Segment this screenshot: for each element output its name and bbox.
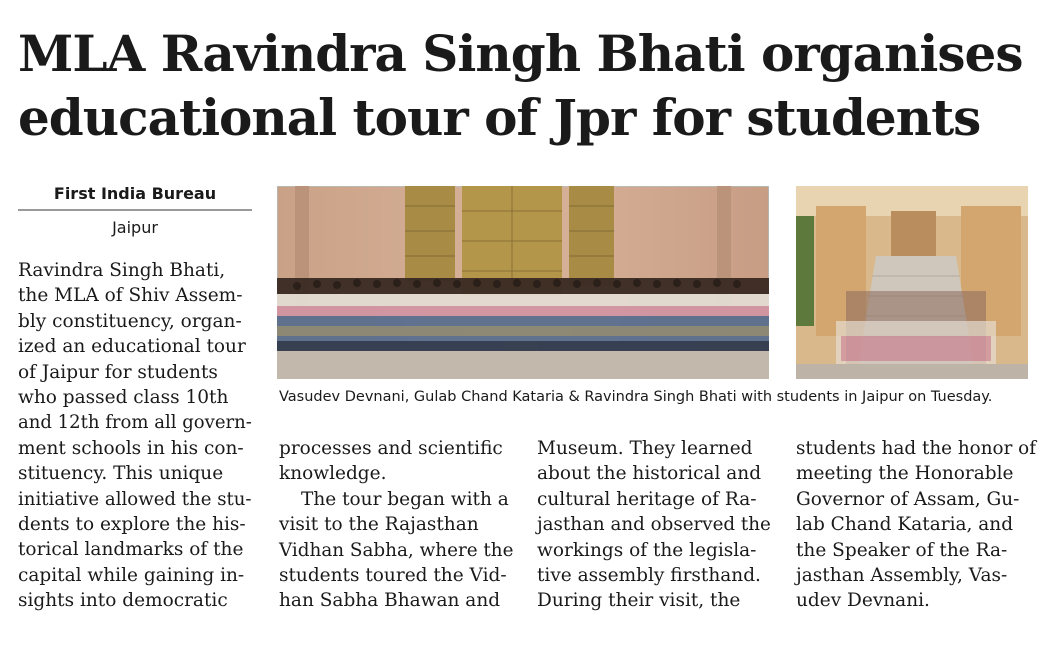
text-line: Ravindra Singh Bhati, (18, 260, 226, 281)
text-line: the Speaker of the Ra- (796, 539, 1008, 561)
text-line: Vidhan Sabha, where the (279, 539, 514, 561)
text-line: Governor of Assam, Gu- (796, 488, 1020, 510)
text-line: cultural heritage of Ra- (537, 488, 757, 510)
text-line: jasthan and observed the (537, 514, 771, 536)
text-line: initiative allowed the stu- (18, 488, 252, 510)
headline (18, 22, 1038, 150)
text-line: ment schools in his con- (18, 437, 244, 459)
article-column-3 (537, 436, 771, 614)
text-line: During their visit, the (537, 590, 741, 612)
photo-caption: Vasudev Devnani, Gulab Chand Kataria & Ravindra Singh Bhati with students in Jaipur on Tuesday. (279, 389, 993, 405)
text-line: meeting the Honorable (796, 463, 1014, 485)
text-line: bly constituency, organ- (18, 310, 242, 332)
photo-students-on-stairs (796, 186, 1028, 379)
text-line: lab Chand Kataria, and (796, 514, 1014, 536)
text-line: udev Devnani. (796, 590, 930, 612)
byline-place: Jaipur (112, 218, 158, 237)
text-line: Museum. They learned (537, 438, 753, 459)
byline-bureau: First India Bureau (18, 183, 252, 211)
text-line: the MLA of Shiv Assem- (18, 285, 243, 307)
text-line: processes and scientific (279, 438, 503, 459)
text-line: knowledge. (279, 463, 387, 485)
text-line: jasthan Assembly, Vas- (796, 565, 1008, 587)
text-line: tive assembly firsthand. (537, 565, 761, 587)
text-line: about the historical and (537, 463, 762, 485)
text-line: workings of the legisla- (537, 539, 757, 561)
text-line: and 12th from all govern- (18, 412, 252, 434)
text-line: of Jaipur for students (18, 361, 218, 383)
text-line: ized an educational tour (18, 336, 246, 358)
text-line: students toured the Vid- (279, 565, 507, 587)
text-line: capital while gaining in- (18, 564, 245, 586)
text-line: han Sabha Bhawan and (279, 590, 501, 612)
text-line: dents to explore the his- (18, 514, 246, 536)
photo-group-vidhan-sabha (277, 186, 769, 379)
text-line: who passed class 10th (18, 387, 229, 409)
text-line: stituency. This unique (18, 463, 224, 485)
text-line: students had the honor of (796, 438, 1037, 459)
article-column-1 (18, 258, 252, 614)
text-line: sights into democratic (18, 590, 228, 612)
headline-line-1: MLA Ravindra Singh Bhati organises (18, 24, 1023, 83)
text-line: visit to the Rajasthan (279, 514, 479, 536)
text-line: torical landmarks of the (18, 539, 244, 561)
headline-line-2: educational tour of Jpr for students (18, 88, 981, 147)
text-line: The tour began with a (301, 488, 509, 510)
article-column-4 (796, 436, 1036, 614)
byline (18, 183, 252, 239)
article-column-2 (279, 436, 513, 614)
